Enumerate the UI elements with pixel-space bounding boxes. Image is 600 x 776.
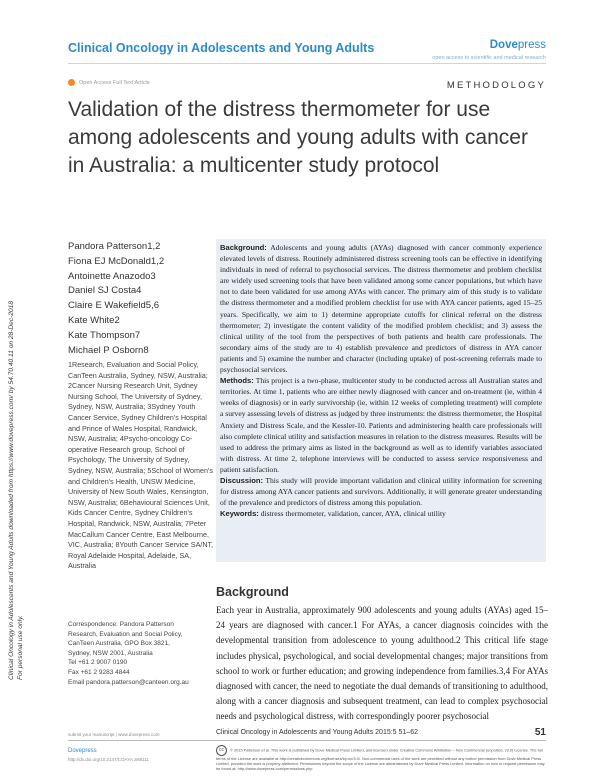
author: Antoinette Anazodo3 — [68, 270, 156, 282]
download-sidebar — [2, 100, 42, 680]
author: Daniel SJ Costa4 — [68, 285, 142, 297]
abstract-box — [216, 239, 546, 562]
abstract-methods-label: Methods: — [220, 376, 254, 386]
correspondence-line: Fax +61 2 9283 4844 — [68, 668, 130, 676]
page-number: 51 — [534, 727, 546, 738]
dovepress-logo[interactable] — [490, 39, 546, 51]
abstract-discussion — [220, 475, 542, 508]
section-label: METHODOLOGY — [446, 80, 546, 91]
abstract-keywords-text: distress thermometer, validation, cancer, AYA, clinical utility — [260, 509, 446, 519]
brand-rest: press — [517, 39, 546, 51]
author: Kate Thompson7 — [68, 329, 141, 341]
correspondence-line: CanTeen Australia, GPO Box 3821, — [68, 640, 170, 648]
author-list — [68, 240, 218, 358]
author: Claire E Wakefield5,6 — [68, 300, 159, 312]
affiliations: 1Research, Evaluation and Social Policy, CanTeen Australia, Sydney, NSW, Australia; 2Cancer Nursing Research Unit, Sydney Nursing School, The University of Sydney, Sydney, NSW, Australia; 3Sydney Youth Cancer Service, Sydney Children's Hospital and Prince of Wales Hospital, Randwick, NSW, Australia; 4Psycho-oncology Co-operative Research group, School of Psychology, The University of Sydney, Sydney, NSW, Australia; 5School of Women's and Children's Health, UNSW Medicine, University of New South Wales, Kensington, NSW, Australia; 6Behavioural Sciences Unit, Kids Cancer Centre, Sydney Children's Hospital, Randwick, NSW, Australia; 7Peter MacCallum Cancer Centre, East Melbourne, VIC, Australia; 8Youth Cancer Service SA/NT, Royal Adelaide Hospital, Adelaide, SA, Australia — [68, 360, 214, 571]
correspondence-block — [68, 620, 218, 687]
open-access-label: Open Access Full Text Article — [79, 79, 150, 86]
correspondence-line: Research, Evaluation and Social Policy, — [68, 630, 183, 638]
abstract-methods — [220, 375, 542, 475]
sidebar-line-1: Clinical Oncology in Adolescents and Young Adults downloaded from https://www.dovepress.com/ by 54.70.40.11 on 28-Dec-2018 — [8, 301, 15, 680]
background-heading: Background — [216, 585, 289, 599]
abstract-discussion-label: Discussion: — [220, 475, 264, 485]
footer-dovepress-logo[interactable]: Dovepress — [68, 748, 97, 754]
license-text — [216, 745, 548, 772]
brand-tagline: open access to scientific and medical research — [432, 55, 546, 61]
abstract-keywords-label: Keywords: — [220, 509, 259, 519]
sidebar-line-2: For personal use only. — [17, 615, 24, 680]
author: Pandora Patterson1,2 — [68, 241, 161, 252]
author: Fiona EJ McDonald1,2 — [68, 255, 165, 267]
correspondence-line: Sydney, NSW 2001, Australia — [68, 649, 153, 657]
article-title: Validation of the distress thermometer for use among adolescents and young adults with cancer in Australia: a multicenter study protocol — [68, 98, 528, 177]
abstract-methods-text: This project is a two-phase, multicenter study to be conducted across all Australian states and territories. At time 1, patients who are either newly diagnosed with cancer and on-treatment (ie, within 4 weeks of diagnosis) or in early survivorship (ie, within 12 weeks of completing treatment) will complete a survey assessing levels of distress as judged by three instruments: the distress thermometer, the Hospital Anxiety and Distress Scale, and the Kessler-10. Patients and administering health care professionals will also complete clinical utility and satisfaction measures in relation to the distress measures. Results will be used to address the primary aims as listed in the background as well as to identify variables associated with distress. At time 2, telephone interviews will be conducted to assess service responsiveness and patient satisfaction. — [220, 376, 542, 474]
open-access-badge — [68, 79, 150, 86]
journal-name[interactable]: Clinical Oncology in Adolescents and Young Adults — [68, 41, 375, 55]
correspondence-line: Correspondence: Pandora Patterson — [68, 621, 174, 628]
license-body: © 2015 Patterson et al. This work is published by Dove Medical Press Limited, and licensed under Creative Commons Attribution – Non Commercial (unported, v3.0) License. The full terms of the License are available at http://creativecommons.org/licenses/by-nc/3.0/. Non-commercial uses of the work are permitted without any further permission from Dove Medical Press Limited, provided the work is properly attributed. Permissions beyond the scope of the License are administered by Dove Medical Press Limited. Information on how to request permission may be found at: http://www.dovepress.com/permissions.php — [216, 747, 545, 772]
abstract-background-label: Background: — [220, 243, 267, 252]
abstract-keywords — [220, 508, 542, 519]
doi-link[interactable]: http://dx.doi.org/10.2147/COAYA.S68111 — [68, 757, 149, 762]
abstract-background-text: Adolescents and young adults (AYAs) diagnosed with cancer commonly experience elevated levels of distress. Routinely administered distress screening tools can be effective in identifying individuals in need of referral to psychosocial services. The distress thermometer and problem checklist are widely used screening tools that have been validated among some cancer populations, but which have not to date been validated for use among AYAs with cancer. The primary aim of this study is to validate the distress thermometer and a modified problem checklist for use with AYA cancer patients, aged 15–25 years. Specifically, we aim to 1) determine appropriate cutoffs for clinical referral on the distress thermometer; 2) investigate the content validity of the modified problem checklist; and 3) assess the clinical utility of the tool from the perspectives of both patients and health care professionals. The secondary aims of the study are to 4) establish prevalence and predictors of distress in AYA cancer patients and 5) examine the number and character (including uptake) of post-screening referrals made to psychosocial services. — [220, 243, 542, 375]
abstract-background — [220, 242, 542, 375]
creative-commons-icon: cc — [216, 745, 227, 756]
correspondence-line: Tel +61 2 9007 0190 — [68, 659, 128, 667]
brand-bold: Dove — [489, 39, 518, 51]
abstract-discussion-text: This study will provide important validation and clinical utility information for screening for distress among AYA cancer patients and survivors. Additionally, it will generate greater understanding of the prevalence and predictors of distress among this population. — [220, 475, 542, 508]
citation-line: Clinical Oncology in Adolescents and Young Adults 2015:5 51–62 — [216, 729, 418, 736]
author: Kate White2 — [68, 314, 120, 326]
author: Michael P Osborn8 — [68, 344, 149, 356]
submit-manuscript-link[interactable]: submit your manuscript | www.dovepress.com — [68, 732, 160, 737]
correspondence-email[interactable]: Email pandora.patterson@canteen.org.au — [68, 678, 189, 686]
footer-divider — [68, 740, 546, 741]
header-divider — [68, 63, 546, 64]
background-text: Each year in Australia, approximately 900 adolescents and young adults (AYAs) aged 15–24 years are diagnosed with cancer.1 For AYAs, a cancer diagnosis coincides with the developmental transition from adolescence to young adulthood.2 This critical life stage includes physical, psychological, and social developmental changes; major transitions from school to work or further education; and growing independence from families.3,4 For AYAs diagnosed with cancer, the need to negotiate the dual demands of transitioning to adulthood, along with a cancer diagnosis and subsequent treatment, can lead to complex psychosocial needs and psychological distress, with correspondingly poorer psychosocial — [216, 605, 548, 722]
open-access-icon — [68, 79, 75, 86]
